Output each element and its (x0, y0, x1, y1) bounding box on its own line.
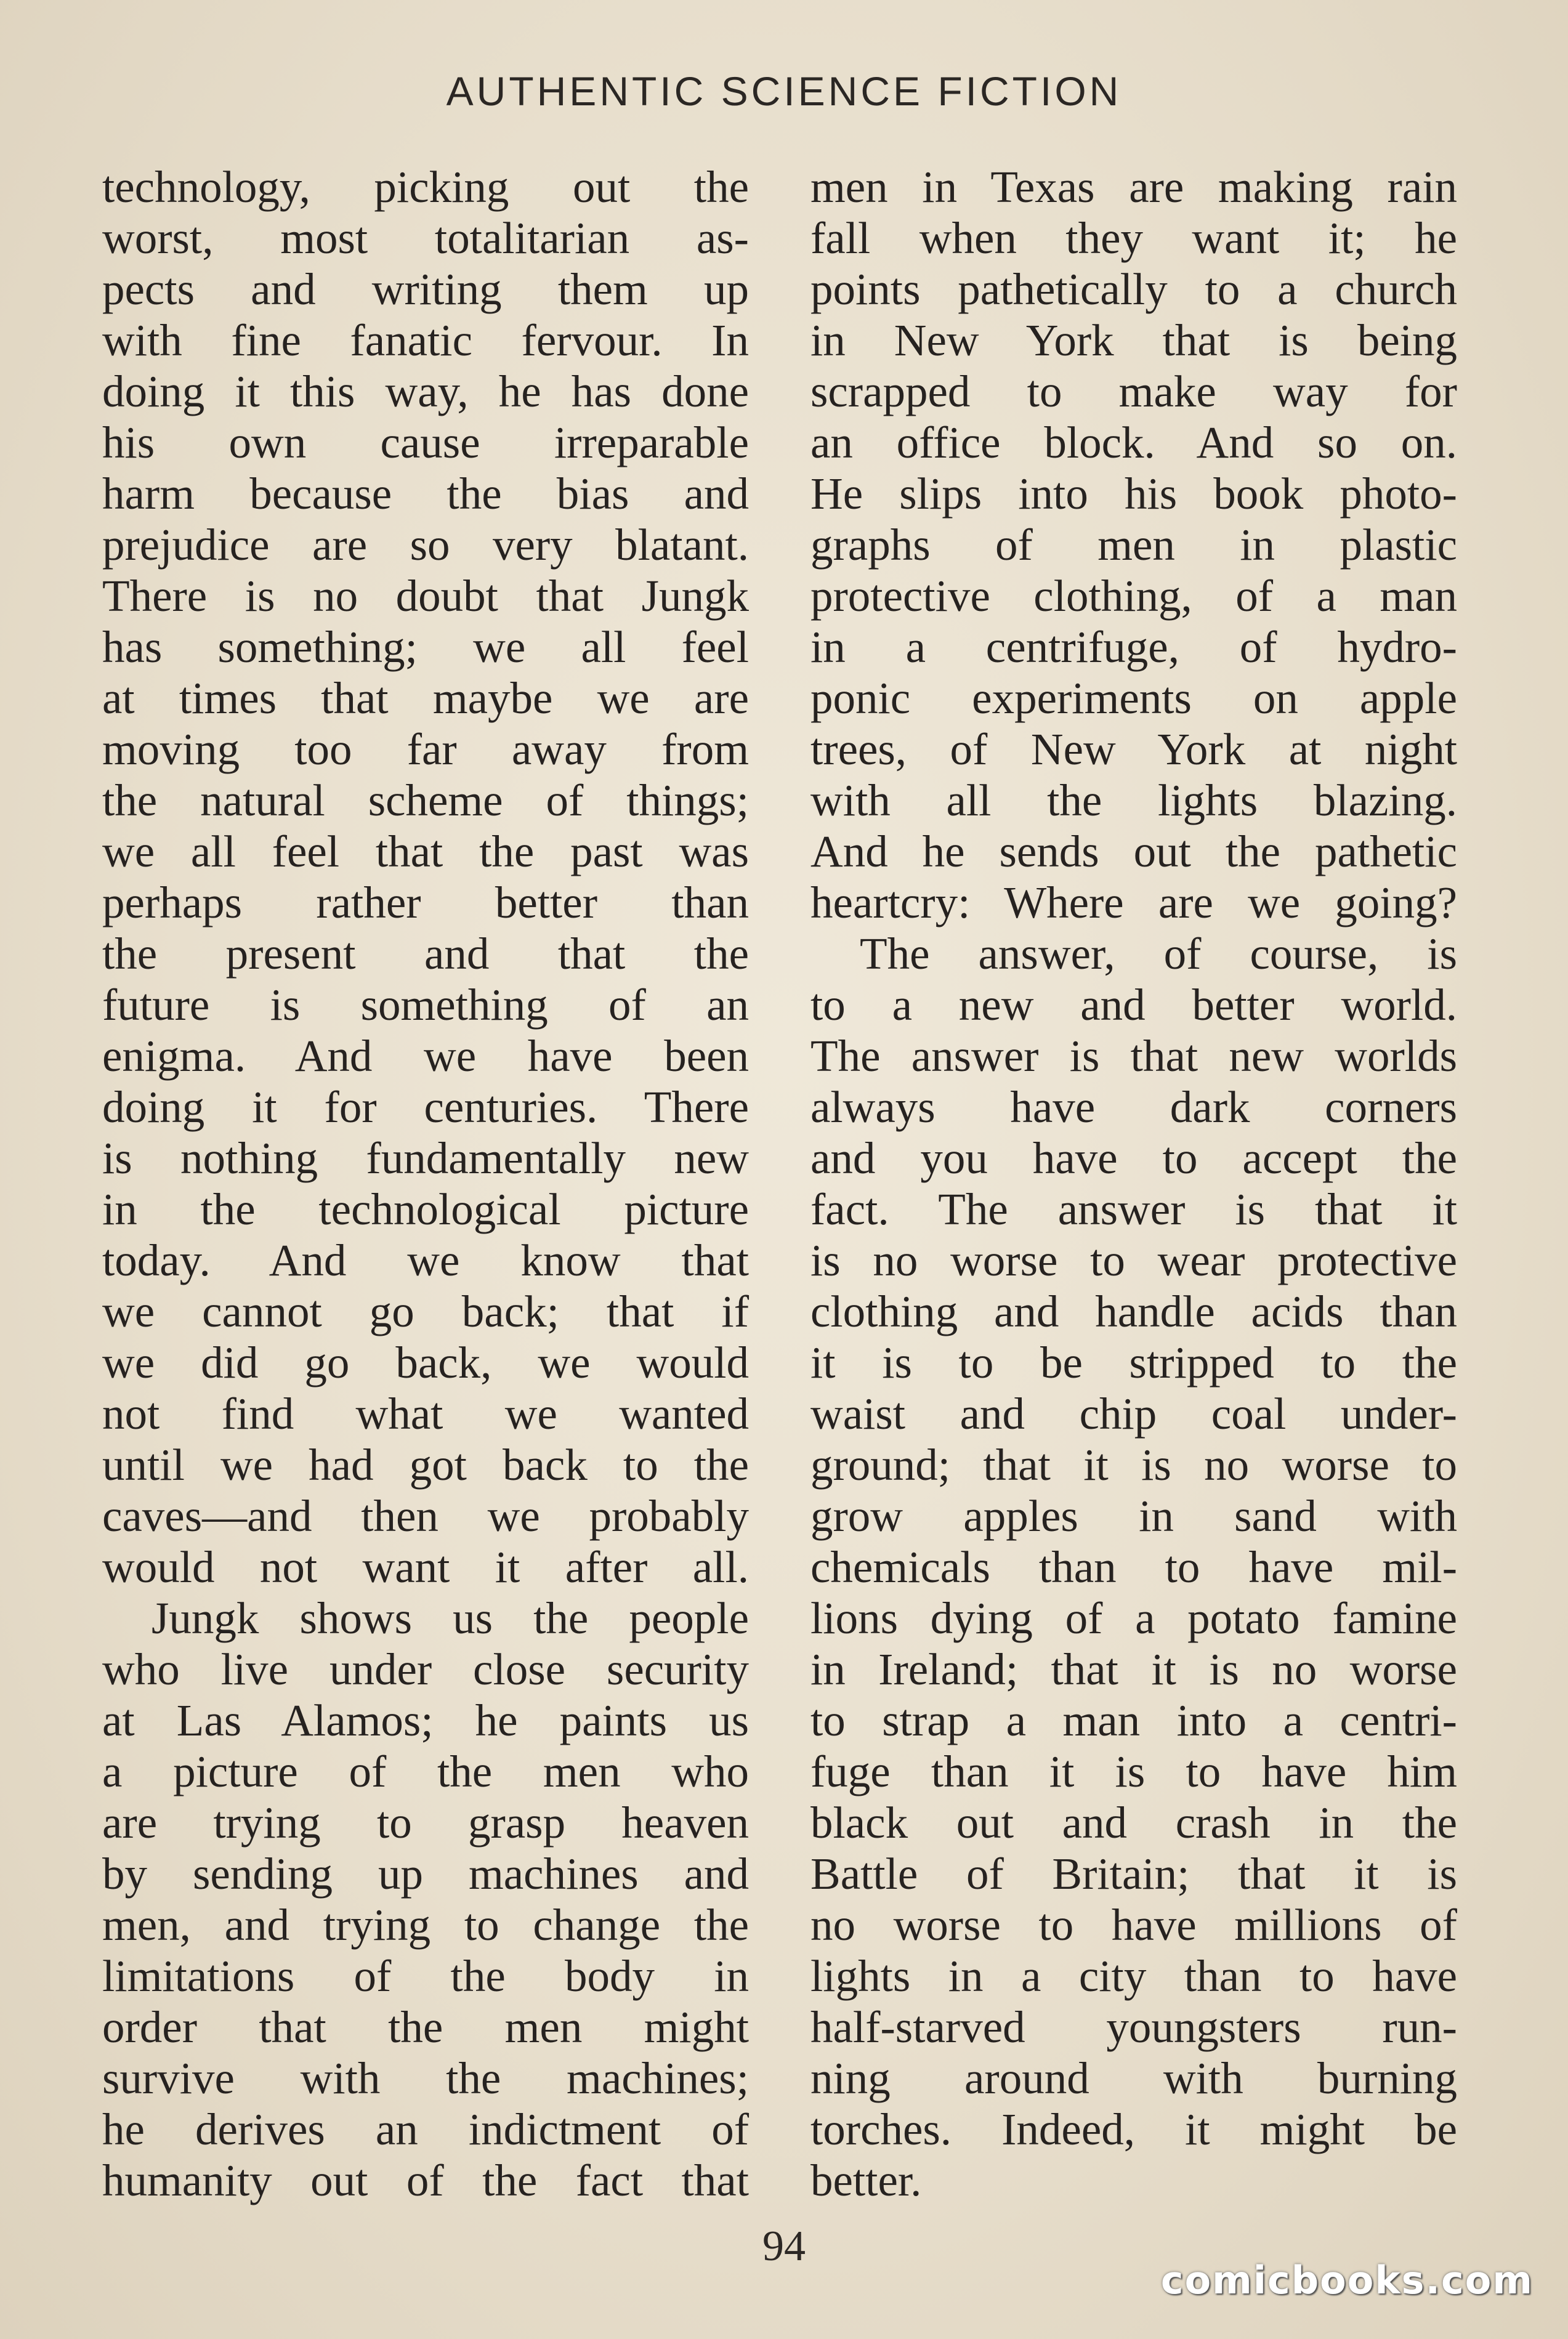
text-line: scrapped to make way for (810, 366, 1457, 416)
text-line: chemicals than to have mil- (810, 1542, 1457, 1592)
text-line: prejudice are so very blatant. (102, 520, 749, 570)
text-line: Battle of Britain; that it is (810, 1849, 1457, 1899)
text-line: humanity out of the fact that (102, 2155, 749, 2205)
text-line: until we had got back to the (102, 1440, 749, 1490)
right-column (810, 161, 1457, 2206)
text-line: waist and chip coal under- (810, 1389, 1457, 1439)
text-line: perhaps rather better than (102, 878, 749, 927)
text-line: limitations of the body in (102, 1951, 749, 2001)
watermark: comicbooks.com (1160, 2258, 1534, 2303)
text-line: men in Texas are making rain (810, 162, 1457, 212)
text-line: in the technological picture (102, 1184, 749, 1234)
text-line: protective clothing, of a man (810, 571, 1457, 621)
text-line: always have dark corners (810, 1082, 1457, 1132)
text-line: no worse to have millions of (810, 1900, 1457, 1950)
text-line: future is something of an (102, 980, 749, 1030)
text-line: torches. Indeed, it might be (810, 2104, 1457, 2154)
text-line: better. (810, 2155, 922, 2205)
text-line: enigma. And we have been (102, 1031, 749, 1081)
text-line: not find what we wanted (102, 1389, 749, 1439)
text-line: doing it for centuries. There (102, 1082, 749, 1132)
text-line: it is to be stripped to the (810, 1338, 1457, 1388)
text-line: There is no doubt that Jungk (102, 571, 749, 621)
text-line: a picture of the men who (102, 1747, 749, 1796)
text-line: Jungk shows us the people (152, 1593, 749, 1643)
text-line: are trying to grasp heaven (102, 1798, 749, 1848)
text-line: And he sends out the pathetic (810, 826, 1457, 876)
text-line: lights in a city than to have (810, 1951, 1457, 2001)
text-line: in a centrifuge, of hydro- (810, 622, 1457, 672)
text-line: he derives an indictment of (102, 2104, 749, 2154)
text-line: moving too far away from (102, 724, 749, 774)
page-number: 94 (762, 2223, 806, 2270)
text-line: fact. The answer is that it (810, 1184, 1457, 1234)
text-line: the natural scheme of things; (102, 775, 749, 825)
left-column (102, 161, 749, 2206)
text-line: survive with the machines; (102, 2053, 749, 2103)
text-line: The answer is that new worlds (810, 1031, 1457, 1081)
text-line: would not want it after all. (102, 1542, 749, 1592)
text-line: order that the men might (102, 2002, 749, 2052)
text-line: his own cause irreparable (102, 418, 749, 467)
text-line: He slips into his book photo- (810, 469, 1457, 519)
text-line: who live under close security (102, 1644, 749, 1694)
text-line: ning around with burning (810, 2053, 1457, 2103)
text-line: is nothing fundamentally new (102, 1133, 749, 1183)
text-line: black out and crash in the (810, 1798, 1457, 1848)
text-line: graphs of men in plastic (810, 520, 1457, 570)
text-line: has something; we all feel (102, 622, 749, 672)
text-line: in New York that is being (810, 315, 1457, 365)
text-line: The answer, of course, is (860, 929, 1457, 979)
text-line: is no worse to wear protective (810, 1235, 1457, 1285)
text-line: by sending up machines and (102, 1849, 749, 1899)
text-line: fall when they want it; he (810, 213, 1457, 263)
text-line: technology, picking out the (102, 162, 749, 212)
text-line: with all the lights blazing. (810, 775, 1457, 825)
text-line: points pathetically to a church (810, 264, 1457, 314)
text-line: heartcry: Where are we going? (810, 878, 1457, 927)
text-line: the present and that the (102, 929, 749, 979)
text-line: doing it this way, he has done (102, 366, 749, 416)
text-line: grow apples in sand with (810, 1491, 1457, 1541)
text-line: ponic experiments on apple (810, 673, 1457, 723)
text-line: harm because the bias and (102, 469, 749, 519)
text-line: trees, of New York at night (810, 724, 1457, 774)
text-line: half-starved youngsters run- (810, 2002, 1457, 2052)
text-line: with fine fanatic fervour. In (102, 315, 749, 365)
text-line: to strap a man into a centri- (810, 1695, 1457, 1745)
text-line: and you have to accept the (810, 1133, 1457, 1183)
text-line: ground; that it is no worse to (810, 1440, 1457, 1490)
text-line: caves—and then we probably (102, 1491, 749, 1541)
text-line: worst, most totalitarian as- (102, 213, 749, 263)
text-line: at times that maybe we are (102, 673, 749, 723)
text-line: we cannot go back; that if (102, 1287, 749, 1336)
text-line: an office block. And so on. (810, 418, 1457, 467)
text-line: we all feel that the past was (102, 826, 749, 876)
text-line: at Las Alamos; he paints us (102, 1695, 749, 1745)
text-line: we did go back, we would (102, 1338, 749, 1388)
text-line: fuge than it is to have him (810, 1747, 1457, 1796)
running-header: AUTHENTIC SCIENCE FICTION (446, 68, 1122, 114)
text-line: in Ireland; that it is no worse (810, 1644, 1457, 1694)
text-line: lions dying of a potato famine (810, 1593, 1457, 1643)
text-line: to a new and better world. (810, 980, 1457, 1030)
text-line: clothing and handle acids than (810, 1287, 1457, 1336)
text-line: men, and trying to change the (102, 1900, 749, 1950)
text-line: pects and writing them up (102, 264, 749, 314)
text-line: today. And we know that (102, 1235, 749, 1285)
